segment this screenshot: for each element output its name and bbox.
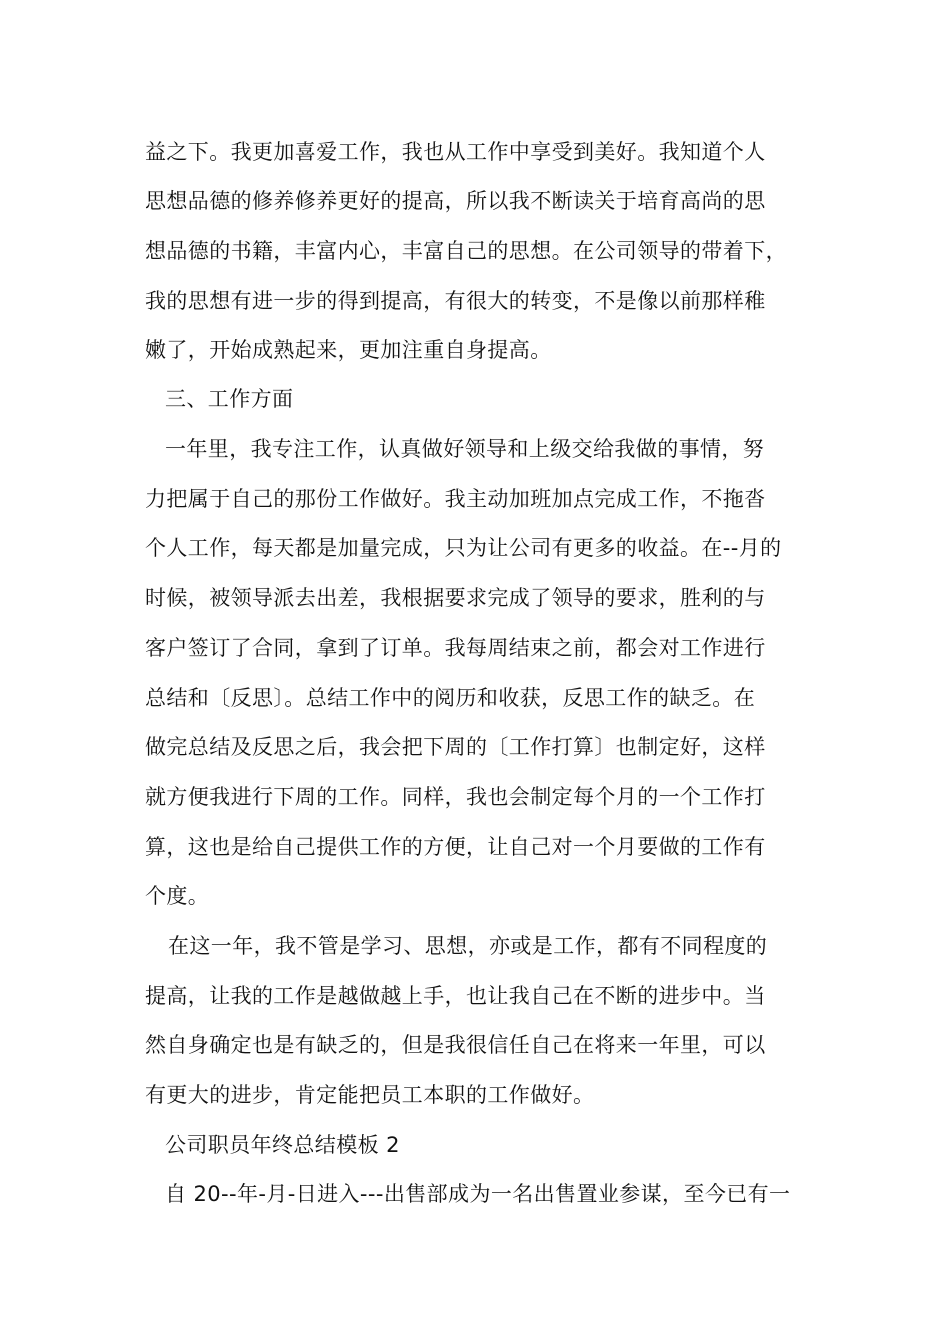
paragraph-line: 个度。	[145, 884, 210, 908]
template-title: 公司职员年终总结模板 2	[165, 1133, 400, 1157]
paragraph-line: 想品德的书籍，丰富内心，丰富自己的思想。在公司领导的带着下，	[145, 239, 787, 263]
paragraph-line: 个人工作，每天都是加量完成，只为让公司有更多的收益。在--月的	[145, 536, 782, 560]
paragraph-line: 算，这也是给自己提供工作的方便，让自己对一个月要做的工作有	[145, 835, 766, 859]
paragraph-line: 提高，让我的工作是越做越上手，也让我自己在不断的进步中。当	[145, 984, 766, 1008]
paragraph-line: 总结和〔反思〕。总结工作中的阅历和收获，反思工作的缺乏。在	[145, 686, 756, 710]
paragraph-line: 就方便我进行下周的工作。同样，我也会制定每个月的一个工作打	[145, 785, 766, 809]
paragraph-line: 时候，被领导派去出差，我根据要求完成了领导的要求，胜利的与	[145, 586, 766, 610]
paragraph-line: 自 20--年-月-日进入---出售部成为一名出售置业参谋，至今已有一	[165, 1182, 791, 1206]
section-heading: 三、工作方面	[165, 387, 294, 411]
paragraph-line: 在这一年，我不管是学习、思想，亦或是工作，都有不同程度的	[168, 934, 768, 958]
paragraph-line: 益之下。我更加喜爱工作，我也从工作中享受到美好。我知道个人	[145, 140, 766, 164]
paragraph-line: 我的思想有进一步的得到提高，有很大的转变，不是像以前那样稚	[145, 289, 766, 313]
paragraph-line: 嫩了，开始成熟起来，更加注重自身提高。	[145, 338, 552, 362]
paragraph-line: 思想品德的修养修养更好的提高，所以我不断读关于培育高尚的思	[145, 189, 766, 213]
paragraph-line: 客户签订了合同，拿到了订单。我每周结束之前，都会对工作进行	[145, 636, 766, 660]
paragraph-line: 然自身确定也是有缺乏的，但是我很信任自己在将来一年里，可以	[145, 1033, 766, 1057]
paragraph-line: 做完总结及反思之后，我会把下周的〔工作打算〕也制定好，这样	[145, 735, 766, 759]
paragraph-line: 力把属于自己的那份工作做好。我主动加班加点完成工作，不拖沓	[145, 487, 766, 511]
paragraph-line: 一年里，我专注工作，认真做好领导和上级交给我做的事情，努	[165, 437, 765, 461]
paragraph-line: 有更大的进步，肯定能把员工本职的工作做好。	[145, 1083, 595, 1107]
